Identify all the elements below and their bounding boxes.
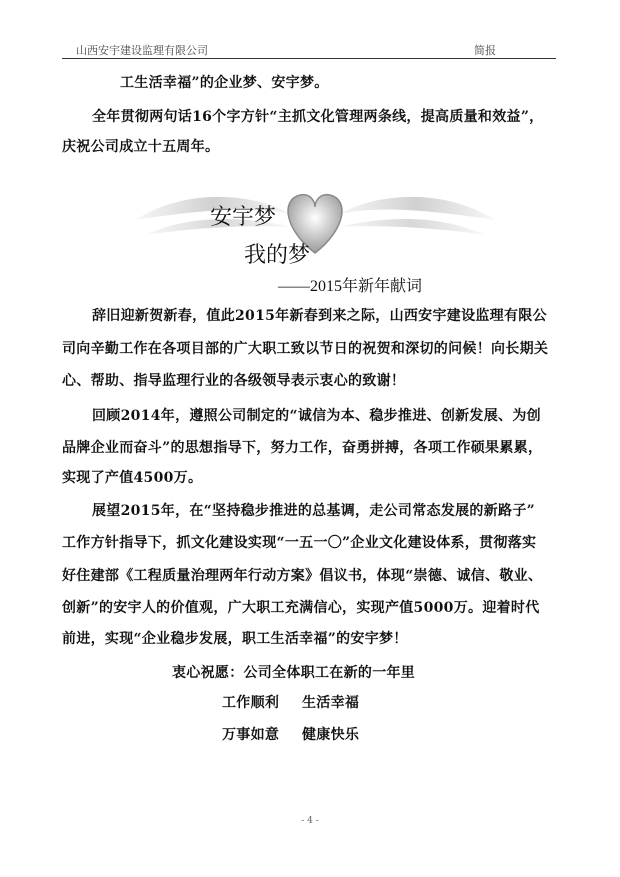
heart-wings-banner xyxy=(120,165,510,265)
paragraph-line: 庆祝公司成立十五周年。 xyxy=(62,139,220,155)
page-number: - 4 - xyxy=(301,816,319,826)
body-line: 辞旧迎新贺新春，值此2015年新春到来之际，山西安宇建设监理有限公 xyxy=(92,308,547,324)
page-header xyxy=(62,40,556,59)
body-line: 好住建部《工程质量治理两年行动方案》倡议书，体现“崇德、诚信、敬业、 xyxy=(62,568,543,584)
title-line-1: 安宇梦 xyxy=(210,204,277,229)
company-name: 山西安宇建设监理有限公司 xyxy=(76,44,208,57)
closing-line: 衷心祝愿：公司全体职工在新的一年里 xyxy=(172,665,416,681)
title-line-2: 我的梦 xyxy=(244,242,311,267)
body-line: 工作方针指导下，抓文化建设实现“一五一〇”企业文化建设体系，贯彻落实 xyxy=(62,535,537,551)
body-line: 创新”的安宇人的价值观，广大职工充满信心，实现产值5000万。迎着时代 xyxy=(62,600,540,616)
body-line: 心、帮助、指导监理行业的各级领导表示衷心的致谢！ xyxy=(62,373,406,389)
wish-item: 健康快乐 xyxy=(302,727,360,743)
body-line: 展望2015年，在“坚持稳步推进的总基调，走公司常态发展的新路子” xyxy=(92,503,535,519)
paragraph-line: 工生活幸福”的企业梦、安宇梦。 xyxy=(120,75,329,91)
wish-item: 万事如意 xyxy=(222,727,280,743)
paragraph-line: 全年贯彻两句话16个字方针“主抓文化管理两条线，提高质量和效益”， xyxy=(92,109,544,125)
wish-item: 工作顺利 xyxy=(222,695,280,711)
body-line: 前进，实现“企业稳步发展，职工生活幸福”的安宇梦！ xyxy=(62,631,408,647)
section-name: 简报 xyxy=(474,44,496,57)
body-line: 回顾2014年，遵照公司制定的“诚信为本、稳步推进、创新发展、为创 xyxy=(92,408,541,424)
body-line: 品牌企业而奋斗”的思想指导下，努力工作，奋勇拼搏，各项工作硕果累累， xyxy=(62,440,543,456)
body-line: 司向辛勤工作在各项目部的广大职工致以节日的祝贺和深切的问候！向长期关 xyxy=(62,341,549,357)
subtitle: ——2015年新年献词 xyxy=(278,278,423,295)
body-line: 实现了产值4500万。 xyxy=(62,470,203,486)
wish-item: 生活幸福 xyxy=(302,695,360,711)
